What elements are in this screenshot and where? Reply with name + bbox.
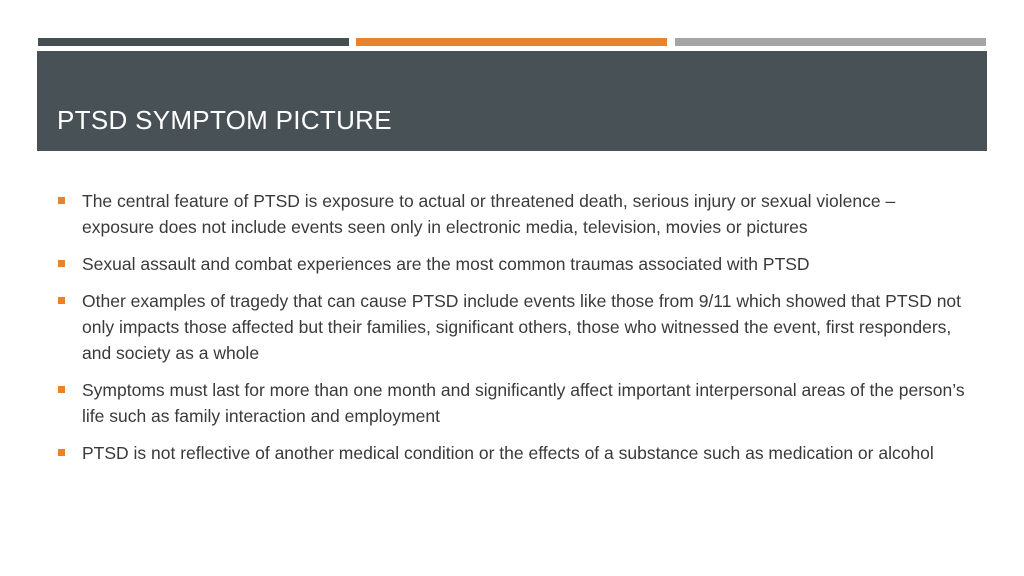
square-bullet-icon bbox=[58, 449, 65, 456]
top-bar-accent bbox=[356, 38, 667, 46]
bullet-item bbox=[58, 440, 968, 466]
bullet-text: Other examples of tragedy that can cause PTSD include events like those from 9/11 which showed that PTSD not only impacts those affected but their families, significant others, those who witnessed the event, first responders, and society as a whole bbox=[82, 291, 962, 363]
square-bullet-icon bbox=[58, 197, 65, 204]
bullet-text: Symptoms must last for more than one month and significantly affect important interpersonal areas of the person’s life such as family interaction and employment bbox=[82, 380, 965, 426]
top-bar-dark bbox=[38, 38, 349, 46]
square-bullet-icon bbox=[58, 260, 65, 267]
bullet-item bbox=[58, 288, 968, 366]
bullet-list bbox=[58, 188, 968, 477]
bullet-text: PTSD is not reflective of another medical condition or the effects of a substance such as medication or alcohol bbox=[82, 443, 934, 463]
bullet-text: Sexual assault and combat experiences are the most common traumas associated with PTSD bbox=[82, 254, 810, 274]
bullet-item bbox=[58, 251, 968, 277]
bullet-item bbox=[58, 188, 968, 240]
slide-title: PTSD SYMPTOM PICTURE bbox=[57, 105, 392, 135]
square-bullet-icon bbox=[58, 297, 65, 304]
title-band bbox=[37, 51, 987, 151]
top-bar-light bbox=[675, 38, 986, 46]
bullet-item bbox=[58, 377, 968, 429]
decorative-top-bars bbox=[38, 38, 986, 46]
square-bullet-icon bbox=[58, 386, 65, 393]
bullet-text: The central feature of PTSD is exposure to actual or threatened death, serious injury or sexual violence – exposure does not include events seen only in electronic media, television, movies or pictures bbox=[82, 191, 896, 237]
